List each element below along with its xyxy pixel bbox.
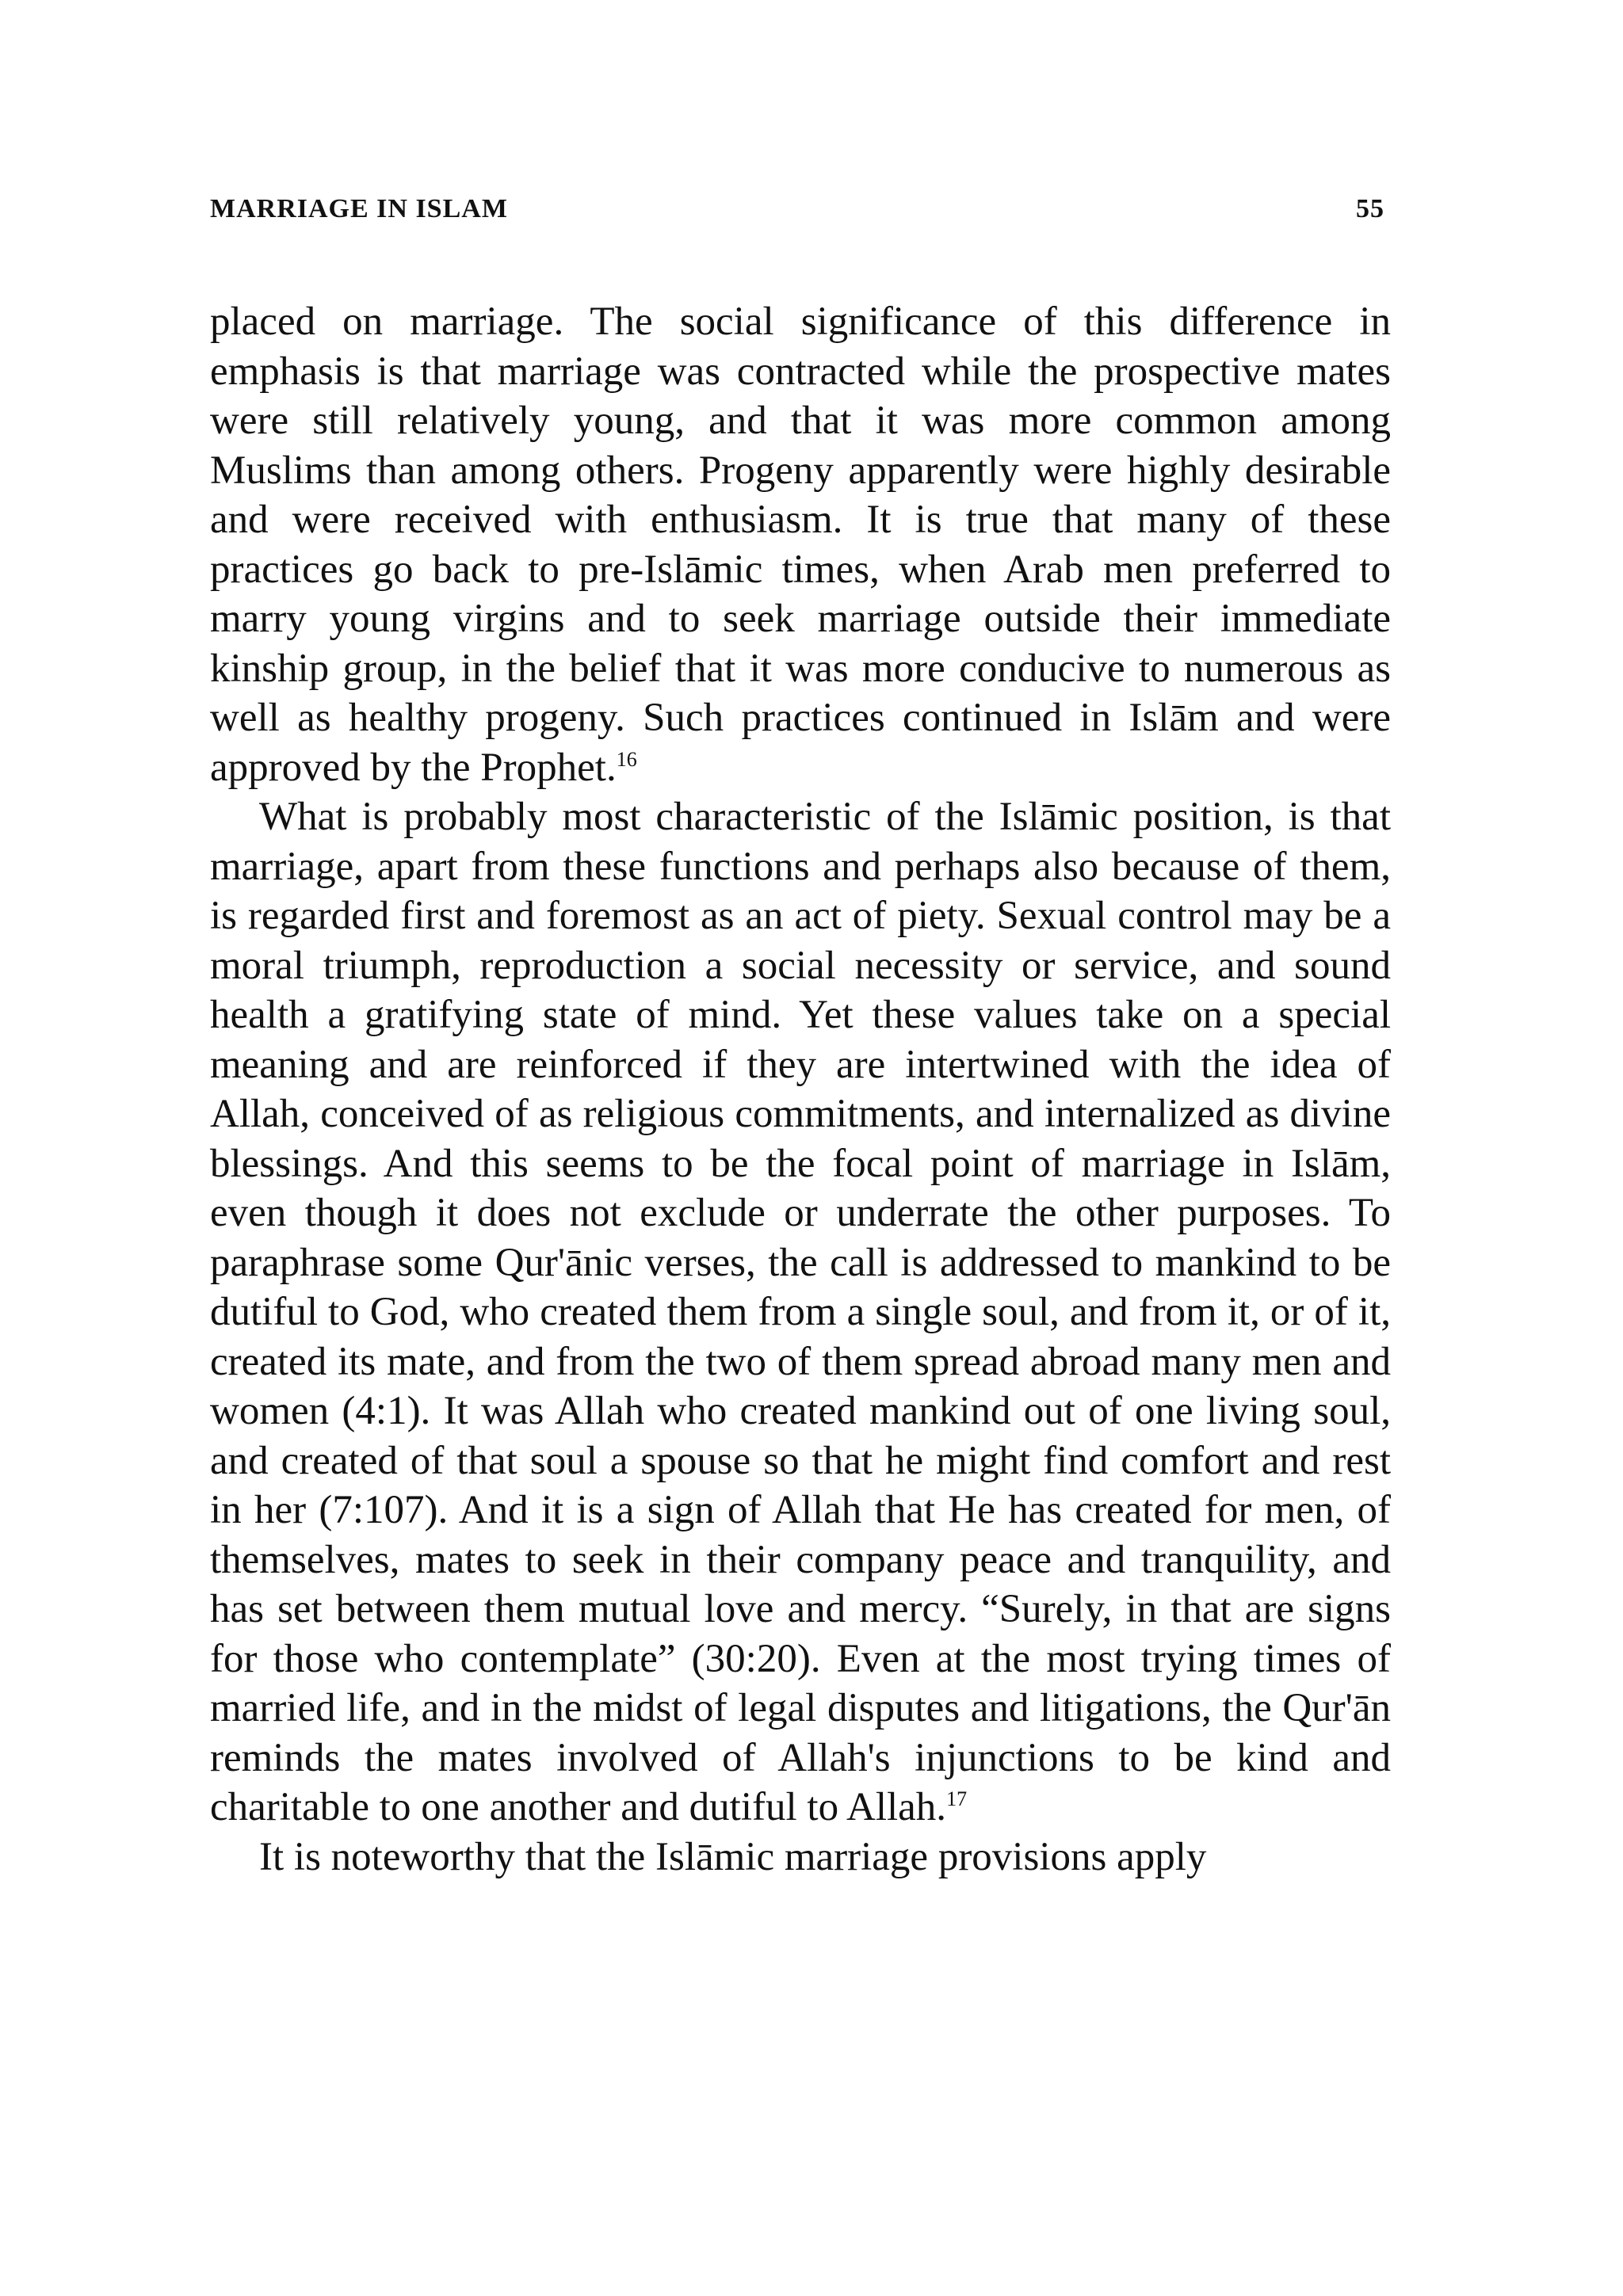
body-text: [210, 297, 1391, 1882]
paragraph: [210, 297, 1391, 792]
page-number: 55: [1356, 194, 1384, 223]
paragraph-text: placed on marriage. The social significance of this difference in emphasis is that marriage was contracted while the prospective mates were still relatively young, and that it was more common among Muslims than among others. Progeny apparently were highly desirable and were received with enthusiasm. It is true that many of these practices go back to pre-Islāmic times, when Arab men preferred to marry young virgins and to seek marriage outside their immediate kinship group, in the belief that it was more conducive to numerous as well as healthy progeny. Such practices continued in Islām and were approved by the Prophet.: [210, 299, 1391, 790]
footnote-marker: 17: [946, 1787, 968, 1810]
paragraph-text: What is probably most characteristic of the Islāmic position, is that marriage, apart from these functions and perhaps also because of them, is regarded first and foremost as an act of piety. Sexual control may be a moral triumph, reproduction a social necessity or service, and sound health a gratifying state of mind. Yet these values take on a special meaning and are reinforced if they are intertwined with the idea of Allah, conceived of as religious commitments, and internalized as divine blessings. And this seems to be the focal point of marriage in Islām, even though it does not exclude or underrate the other purposes. To paraphrase some Qur'ānic verses, the call is addressed to mankind to be dutiful to God, who created them from a single soul, and from it, or of it, created its mate, and from the two of them spread abroad many men and women (4:1). It was Allah who created mankind out of one living soul, and created of that soul a spouse so that he might find comfort and rest in her (7:107). And it is a sign of Allah that He has created for men, of themselves, mates to seek in their company peace and tranquility, and has set between them mutual love and mercy. “Surely, in that are signs for those who contemplate” (30:20). Even at the most trying times of married life, and in the midst of legal disputes and litigations, the Qur'ān reminds the mates involved of Allah's injunctions to be kind and charitable to one another and dutiful to Allah.: [210, 795, 1391, 1829]
running-head: [210, 194, 1391, 234]
paragraph-text: It is noteworthy that the Islāmic marriage provisions apply: [259, 1834, 1207, 1879]
book-page: [210, 194, 1391, 1882]
paragraph: [210, 1833, 1391, 1882]
running-title: MARRIAGE IN ISLAM: [210, 194, 508, 223]
footnote-marker: 16: [616, 747, 637, 771]
paragraph: [210, 792, 1391, 1833]
